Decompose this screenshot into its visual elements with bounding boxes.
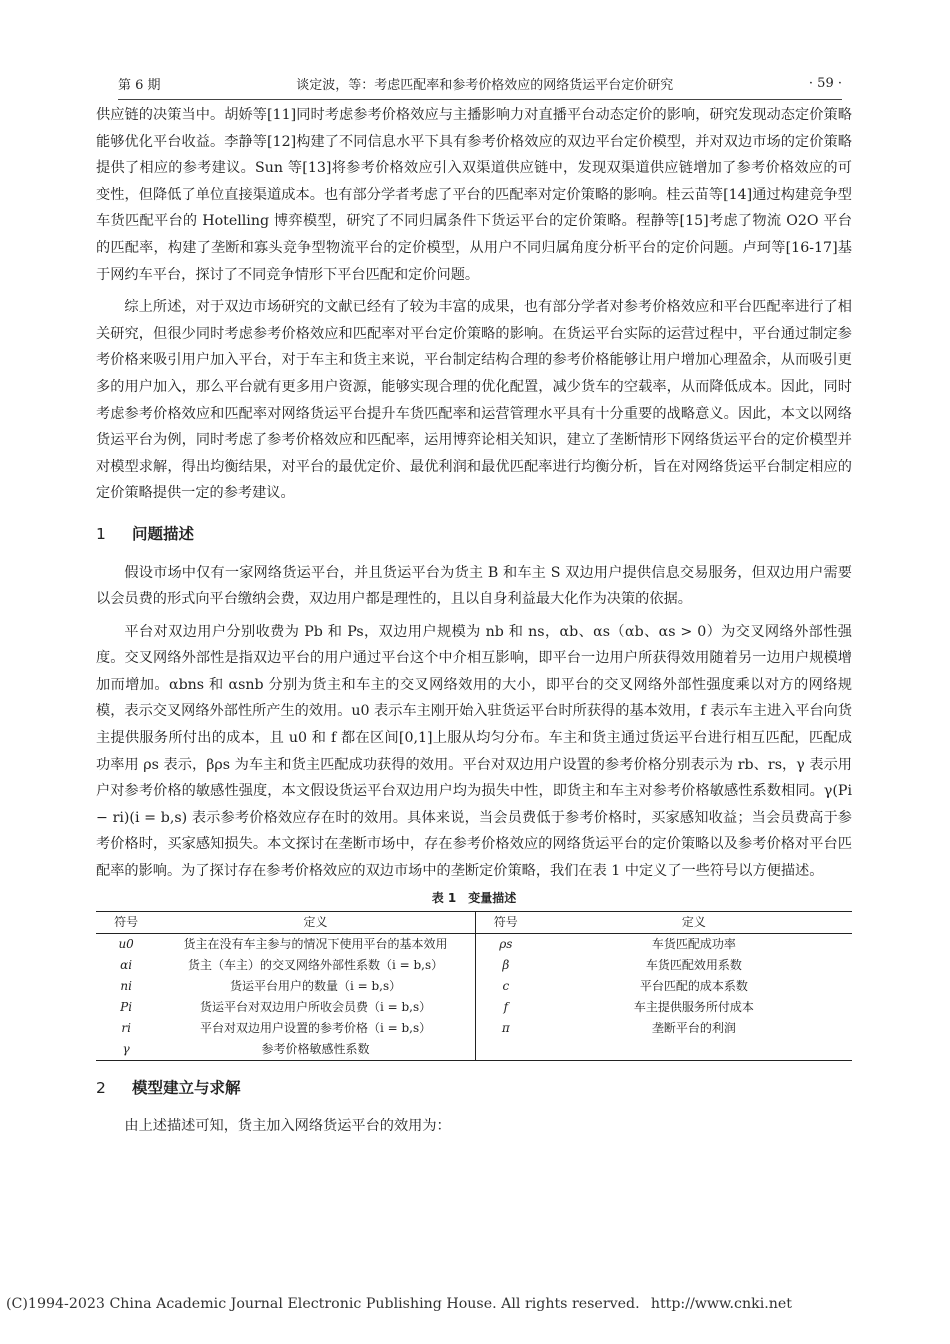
definition-cell: 参考价格敏感性系数 [261, 1041, 370, 1056]
paragraph-2: 综上所述，对于双边市场研究的文献已经有了较为丰富的成果，也有部分学者对参考价格效应和平台匹配率进行了相关研究，但很少同时考虑参考价格效应和匹配率对平台定价策略的影响。在货运平台实际的运营过程中，平台通过制定参考价格来吸引用户加入平台，对于车主和货主来说，平台制定结构合理的参考价格能够让用户增加心理盈余，从而吸引更多的用户加入，那么平台就有更多用户资源，能够实现合理的优化配置，减少货车的空载率，从而降低成本。因此，同时考虑参考价格效应和匹配率对网络货运平台提升车货匹配率和运营管理水平具有十分重要的战略意义。因此，本文以网络货运平台为例，同时考虑了参考价格效应和匹配率，运用博弈论相关知识，建立了垄断情形下网络货运平台的定价模型并对模型求解，得出均衡结果，对平台的最优定价、最优利润和最优匹配率进行均衡分析，旨在对网络货运平台制定相应的定价策略提供一定的参考建议。 [96, 299, 852, 502]
page-number: · 59 · [808, 75, 842, 91]
definition-cell: 车货匹配成功率 [651, 936, 736, 951]
symbol-cell: Pi [120, 999, 133, 1014]
symbol-cell: γ [122, 1041, 130, 1056]
section-number: 2 [96, 1078, 106, 1097]
definition-cell: 垄断平台的利润 [651, 1020, 736, 1035]
symbol-cell [475, 1039, 535, 1061]
section-title: 问题描述 [132, 524, 195, 543]
header-symbol: 符号 [475, 911, 535, 933]
section-heading-1 [96, 521, 852, 548]
section-heading-2 [96, 1075, 852, 1102]
symbol-cell: ri [121, 1020, 131, 1035]
article-body [96, 102, 852, 1140]
table-row [96, 933, 852, 955]
table-row [96, 976, 852, 997]
table-row [96, 1039, 852, 1061]
copyright-notice: (C)1994-2023 China Academic Journal Electronic Publishing House. All rights reserved. [6, 1296, 640, 1312]
symbol-cell: αi [120, 957, 133, 972]
definition-cell: 平台对双边用户设置的参考价格（i = b,s） [199, 1020, 432, 1035]
definition-cell [536, 1039, 852, 1061]
paragraph-5: 由上述描述可知，货主加入网络货运平台的效用为： [124, 1118, 451, 1135]
running-title: 谈定波，等：考虑匹配率和参考价格效应的网络货运平台定价研究 [296, 77, 674, 93]
symbol-cell: ρs [475, 933, 535, 955]
issue-number: 第 6 期 [118, 77, 161, 93]
page-footer [6, 1296, 792, 1312]
header-symbol: 符号 [114, 914, 139, 929]
paragraph-3: 假设市场中仅有一家网络货运平台，并且货运平台为货主 B 和车主 S 双边用户提供信息交易服务，但双边用户需要以会员费的形式向平台缴纳会费，双边用户都是理性的，且以自身利益最大化作为决策的依据。 [96, 564, 852, 608]
table-row [96, 1018, 852, 1039]
table-header-row [96, 911, 852, 933]
definition-cell: 车主提供服务所付成本 [633, 999, 754, 1014]
paragraph-4: 平台对双边用户分别收费为 Pb 和 Ps，双边用户规模为 nb 和 ns，αb、αs（αb、αs > 0）为交叉网络外部性强度。交叉网络外部性是指双边平台的用户通过平台这个中介相互影响，即平台一边用户所获得效用随着另一边用户规模增加而增加。αbns 和 αsnb 分别为货主和车主的交叉网络效用的大小，即平台的交叉网络外部性强度乘以对方的网络规模，表示交叉网络外部性所产生的效用。u0 表示车主刚开始入驻货运平台时所获得的基本效用，f 表示车主进入平台向货主提供服务所付出的成本，且 u0 和 f 都在区间[0,1]上服从均匀分布。车主和货主通过货运平台进行相互匹配，匹配成功率用 ρs 表示，βρs 为车主和货主匹配成功获得的效用。平台对双边用户设置的参考价格分别表示为 rb、rs，γ 表示用户对参考价格的敏感性强度，本文假设货运平台双边用户均为损失中性，即货主和车主对参考价格敏感性系数相同。γ(Pi − ri)(i = b,s) 表示参考价格效应存在时的效用。具体来说，当会员费低于参考价格时，买家感知收益；当会员费高于参考价格时，买家感知损失。本文探讨在垄断市场中，存在参考价格效应的网络货运平台的定价策略以及参考价格对平台匹配率的影响。为了探讨存在参考价格效应的双边市场中的垄断定价策略，我们在表 1 中定义了一些符号以方便描述。 [96, 623, 853, 880]
symbol-cell: π [475, 1018, 535, 1039]
header-definition: 定义 [681, 914, 706, 929]
definition-cell: 平台匹配的成本系数 [639, 978, 748, 993]
symbol-cell: f [475, 997, 535, 1018]
definition-cell: 车货匹配效用系数 [645, 957, 742, 972]
table-row [96, 955, 852, 976]
definition-cell: 货主在没有车主参与的情况下使用平台的基本效用 [183, 936, 448, 951]
variable-table [96, 911, 852, 1061]
section-title: 模型建立与求解 [132, 1078, 241, 1097]
running-header [118, 72, 842, 94]
definition-cell: 货运平台对双边用户所收会员费（i = b,s） [199, 999, 432, 1014]
section-number: 1 [96, 524, 106, 543]
symbol-cell: β [475, 955, 535, 976]
symbol-cell: c [475, 976, 535, 997]
paragraph-1: 供应链的决策当中。胡娇等[11]同时考虑参考价格效应与主播影响力对直播平台动态定价的影响，研究发现动态定价策略能够优化平台收益。李静等[12]构建了不同信息水平下具有参考价格效应的双边平台定价模型，并对双边市场的定价策略提供了相应的参考建议。Sun 等[13]将参考价格效应引入双渠道供应链中，发现双渠道供应链增加了参考价格效应的可变性，但降低了单位直接渠道成本。也有部分学者考虑了平台的匹配率对定价策略的影响。桂云苗等[14]通过构建竞争型车货匹配平台的 Hotelling 博弈模型，研究了不同归属条件下货运平台的定价策略。程静等[15]考虑了物流 O2O 平台的匹配率，构建了垄断和寡头竞争型物流平台的定价模型，从用户不同归属角度分析平台的定价问题。卢珂等[16-17]基于网约车平台，探讨了不同竞争情形下平台匹配和定价问题。 [96, 107, 852, 283]
symbol-cell: ni [120, 978, 132, 993]
header-definition: 定义 [303, 914, 328, 929]
table-row [96, 997, 852, 1018]
header-rule [118, 99, 842, 100]
publisher-link[interactable]: http://www.cnki.net [650, 1296, 792, 1312]
table-caption: 表 1 变量描述 [431, 890, 517, 905]
definition-cell: 货主（车主）的交叉网络外部性系数（i = b,s） [187, 957, 444, 972]
definition-cell: 货运平台用户的数量（i = b,s） [229, 978, 402, 993]
symbol-cell: u0 [118, 936, 134, 951]
